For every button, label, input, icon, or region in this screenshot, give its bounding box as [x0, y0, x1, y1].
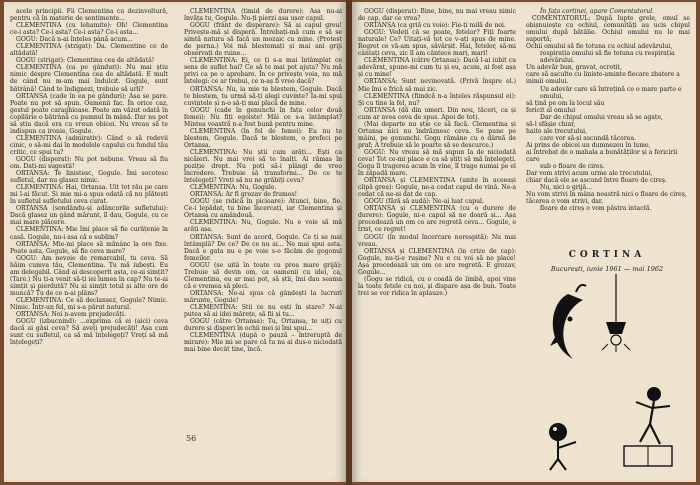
dialogue-paragraph: (Gogu se ridică, cu o coadă de limbă, apoi vine la toate fetele cu noi, și dispare așa de bun. Toate trei se vor ridica în aplauze.)	[358, 275, 516, 297]
right-page-column-2	[526, 8, 690, 212]
poem-line: ai întrebat de o mahala a bunătăților și a fericirii care	[526, 148, 678, 163]
poem-line: Ochii omului să fie totuna cu ochiul adevărului,	[526, 43, 673, 51]
dialogue-paragraph: CLEMENTINA: Nu, Gogule. Nu e voie să mă arăți așa.	[184, 219, 342, 234]
cortina-date-line: București, iunie 1961 — mai 1962	[550, 265, 664, 273]
dialogue-paragraph: ORTANSA (dă din umeri. Din nou, tăceri, ca și cum ar avea ceva de spus. Apoi de tot).	[358, 106, 516, 121]
dialogue-paragraph: ORTANSA: Te linistesc, Gogule. Îmi socotesc sufletul, dar nu glasez nimic.	[10, 170, 168, 185]
dialogue-paragraph: CLEMENTINA: Mie îmi place să fie curățenie în casă. Gogule, nu-i asa că e sublim?	[10, 226, 168, 241]
dialogue-paragraph: CLEMENTINA (strigat): Da. Clementine ce de altădată!	[10, 43, 168, 58]
dialogue-paragraph: GOGU (se ridică în picioare): Atunci, bine, fie. Ce-i lepădat, tu bine încercați, iar Clementina și Ortansa cu amândouă.	[184, 198, 342, 220]
dialogue-paragraph: CLEMENTINA: Ei, ce ți s-a mai întâmplat ce sens de suflet hai? Ce să te mai pot ajuta? Nu mă privi ca pe o aprobare. În ce privește voia, nu mă întelegi: ce ar trebui, ce n-aș fi vreo dacă?	[184, 57, 342, 86]
poem-line: haite ale trecutului,	[526, 127, 588, 135]
right-page	[352, 2, 696, 482]
poem-line: fericit al omului	[526, 106, 576, 114]
dialogue-paragraph: CLEMENTINA (timid de durere): Asa nu-ai învăța tu, Gogule. Nu-ți pierzi asa ușor capul.	[184, 8, 342, 23]
dialogue-paragraph: ORTANSA (ca griă cu voie): Fie-ți milă de noi.	[364, 22, 506, 30]
dialogue-paragraph: ORTANSA (sondându-și adâncurile sufletului): Dacă glasez un gând mărunt, îl dau, Gogule, cu ce mai mare plăcere.	[10, 205, 168, 227]
poem-line: Un adevăr bun, gravat, ocrotit,	[526, 64, 622, 72]
poem-line: tăcerea o vom strivi, dar.	[526, 198, 604, 206]
dialogue-paragraph: CLEMENTINA (după o pauză – întreruptă de mirare): Mie mi se pare că tu nu ai dus-o niciodată mai bine decât tine, încă.	[184, 332, 342, 354]
dialogue-paragraph: ORTANSA: Ne-ai spus că gândești la lucruri mărunte, Gogule!	[184, 289, 342, 304]
moon-character-illustration	[528, 274, 688, 474]
dialogue-paragraph: ORTANSA și CLEMENTINA (unite în aceeași clipă grea): Gogule, ne-a cedat capul de vină. Ne-a cedat că ne-ai dat de cap.	[358, 177, 516, 199]
poem-line: Dar vom strivi acum urme ale trecutului,	[526, 170, 653, 178]
right-page-column-1	[358, 8, 516, 297]
poem-line: Un adevăr care să întrețină ce o mare parte e omului,	[540, 85, 682, 100]
dialogue-paragraph: CLEMENTINA: Nu știi cum arăți... Ești ca nicăieri. Nu mai vrei să te înalți. Ai rămas în poziție drept. Nu poți să-i plângi de vreo încredere. Trebuie să transformi... De ce te întelegeți? Vreți să nu ne grăbiți ceva?	[184, 148, 342, 185]
poem-line: Nu vom strivi în mâna noastră nici o floare de cireș,	[526, 191, 687, 199]
dialogue-paragraph: CLEMENTINA: Știi ce nu ești în stare? N-ai putea să ai idei mărețe, să fii și tu...	[184, 303, 342, 319]
dialogue-paragraph: GOGU: Nu vreau să mă supun la de niciodată ceva! Tot ce-mi place e ca să știți să mă înțelegeți. Gogu îl tragerea acum în vine, îl trage numai pe el în zăpadă mare.	[358, 148, 516, 178]
dialogue-paragraph: ORTANSA: Nu, ia mie te blestem, Gogule. Dacă te blestem, tu urmă să-ți alegi cuvinte? Ia-mi spui cuvintele și n-o să-ți mai placă de mine.	[184, 85, 342, 107]
dialogue-paragraph: GOGU (disperat): Nu pot nebune. Vreau să fiu om. Dați-mi sugestii!	[10, 155, 168, 171]
dialogue-paragraph: GOGU (izbucnind): ...exprima că ei (aici) ceva dacă ai găsi ceva? Să aveți prejudecăți! Așa cum sunt cu sufletul, ca să mă înțelegeți? Vreți să mă înțelegeți?	[10, 318, 168, 347]
dialogue-paragraph: GOGU: Vedeți că se poate, fetelor? Fiți foarte naturale! Ce? Uitați-vă tot ce v-ați spus de mine. Regret ce vă-am spus, săvârșit. Hai, fetelor, să-mi cântați ceva, zic îl am cântece mari, mari!	[358, 29, 516, 58]
dialogue-paragraph: GOGU (strigat): Clementina cea de altădată!	[16, 57, 155, 65]
poem-line: sub o floare de cireș.	[540, 163, 605, 171]
poem-line: chiar dacă ele se ascund între floare de cireș.	[526, 177, 667, 185]
poem-line: să țină pe om la locul său	[526, 99, 605, 107]
dialogue-paragraph: ORTANSA și CLEMENTINA (cu o durere de durere): Gogule, ni-e capul să ne doară și... Așa procedează un om ce are regretă ceva... Gogule, e trist, ce regret!	[358, 205, 516, 234]
poem-line: Ai prins de obicei un dumnezeu în lume,	[526, 141, 651, 149]
dialogue-paragraph: acele principii. Fii Clementina cu dezinvoltură, pentru că în materie de sentimente...	[10, 8, 168, 23]
left-page	[4, 2, 346, 482]
dialogue-paragraph: GOGU: Am nevoie de remarcabil, tu ceva. Să hăim cumva tău, Clementina. Tu mă iubești. Eu am delegabil. Când ai descoperit asta, ce-ai simțit? (Tare.) Nu ți-a venit să-ți iei lumea în cap? Nu te-ai simțit și pierdută? Nu ai simțit totul și alte ore de muncă? Tu de ce n-ai plâns?	[10, 254, 168, 297]
dialogue-paragraph: CLEMENTINA: Ce să declanșez, Gogule? Nimic. Nimic. Într-un fel, mi s-a părut natural.	[10, 296, 168, 311]
dialogue-paragraph: ORTANSA: Ar fi grozav de frumos!	[190, 191, 298, 199]
dialogue-paragraph: ORTANSA: Sunt nevinovată. (Privă înspre el.) Mie îmi e frică să mai zic.	[358, 78, 516, 93]
dialogue-paragraph: GOGU (cade în genunchi în fața celor două femei): Nu fiți egoiste! Măi ce s-a întâmplat? Mintea voastră n-a fost bună pentru mine.	[184, 106, 342, 128]
poem-line: Dar de chipul omului vreau să se agațe,	[540, 113, 663, 121]
dialogue-paragraph: GOGU (în modul încercare nerespită): Nu mai vreau.	[358, 233, 516, 248]
dialogue-paragraph: CLEMENTINA: Nu, Gogule.	[190, 184, 277, 192]
poem-line: care să asculte cu liniste-aminte fiecare zbatere a inimii omului.	[526, 71, 680, 86]
dialogue-paragraph: GOGU (către Ortansa): Tu, Ortansa, te uiți cu durere și disperi în ochii mei și îmi spui...	[184, 318, 342, 333]
dialogue-paragraph: GOGU (se uită în toate cu prea mare grijă): Trebuie să devin om, ca oamenii cu idei, ca, Clementina, eu ar mai pot, să știi, îmi dau seama că e vremea să pleci.	[184, 261, 342, 290]
page-number: 56	[186, 434, 197, 443]
dialogue-paragraph: CLEMENTINA (fiindcă n-a înțeles răspunsul ei): Și cu tine la fel, nu?	[358, 92, 516, 107]
dialogue-paragraph: (Mai departe nu știe ce să facă. Clementina și Ortansa nici nu îndrăznesc ceva. Se pune pe mâini, pe genunchi. Gogu rămâne cu o dârnă de praf; A trebuie să le poarte să se descurce.)	[358, 120, 516, 149]
dialogue-paragraph: ORTANSA și CLEMENTINA (în crize de cap): Gogule, nu-ți-e rușine? Nu e cu voi să ne place! Așa procedează un om ce are regretă. E grozav, Gogule...	[358, 247, 516, 276]
dialogue-paragraph: ORTANSA: Mie-mi place să mănânc la ore fixe. Poate asta, Gogule, să fie ceva mare?	[10, 240, 168, 255]
dialogue-paragraph: CLEMENTINA (admirativ): Când o să redevii cinic, o să-mi dai în modelele capului cu fondul tău critic, ce spui tu?	[10, 134, 168, 156]
dialogue-paragraph: GOGU: Dacă n-ai înțeles până acum...	[16, 36, 133, 44]
stage-direction-intro: În fața cortinei, apare Comentatorul.	[540, 8, 655, 15]
poem-line: care vor să-și ascundă tăcerea.	[540, 134, 636, 142]
poem-line: Nu, nici o grijă...	[540, 184, 593, 192]
comentator-line: COMENTATORUL: După lupte grele, omul se obișnuiește cu ochiul, comunități au ucis chipul omului după bătălie. Ochiul omului nu le mai suportă;	[526, 15, 690, 44]
dialogue-paragraph: CLEMENTINA (ca pe gânduri): Nu mai știu nimic despre Clementina cea de altădată. E mult de când nu m-am mai îndulcit. Gogule, sunt bătrână! Când te îndignezi, trebuie să urli?	[10, 64, 168, 93]
dialogue-paragraph: GOGU (disperat): Bine, bine, nu mai vreau nimic de cap, dar ce vrea?	[358, 8, 516, 23]
dialogue-paragraph: GOGU (fără să audă): Ne-ai luat capul.	[364, 198, 484, 206]
dialogue-paragraph: CLEMENTINA: Hai, Ortansa. Uit tot rău pe care mi l-ai făcut. Și mie mi-a spus odată că nu plătești în sufletul sufletului ceva curat.	[10, 184, 168, 206]
poem-line: să-l sfâșie chiar,	[526, 120, 576, 128]
dialogue-paragraph: CLEMENTINA (în fel de femei): Eu nu te blestem, Gogule. Dacă te blestem, o prefeci pe Ortansa.	[184, 127, 342, 149]
poem-line: respirația omului să fie totuna cu respirația adevărului.	[540, 50, 675, 65]
dialogue-paragraph: CLEMENTINA (către Ortansa): Dacă l-ai iubit cu adevărat, spune-mi cum tu și eu, acum, ai fost așa și cu mine!	[358, 57, 516, 79]
dialogue-paragraph: ORTANSA: Noi n-avem prejudecăți.	[16, 311, 126, 319]
dialogue-paragraph: ORTANSA (cade în ea pe gânduri): Asa se pare. Poate nu pot să spun. Oamenii fac. În orice caz, gestul poate caraghioase. Poate am văzut odată în copilărie o bătrână cu pumnul în mână. Dar nu pot să știu dacă era cu vreun obicei. Nu vreau să te indispun ca ironie, Gogule.	[10, 92, 168, 135]
dialogue-paragraph: ORTANSA: Sunt de acord, Gogule. Ce ți se mai întâmplă? De ce? De ce nu ai... Ne mai spui asta. Dacă e gata nu e pe voie s-o făcăm de gogonul femeilor.	[184, 233, 342, 262]
left-page-column-1	[10, 8, 168, 346]
dialogue-paragraph: CLEMENTINA (cu lehamite): Oh! Clementina ce-i asta? Ce-i asta? Ce-i asta? Ce-i asta...	[10, 22, 168, 37]
cortina-title: CORTINA	[568, 250, 646, 260]
dialogue-paragraph: GOGU (frânt de disperare): Să ai capul greu! Privește-mă și disperă. Întrebați-mă cum e să se simtă natura să facă un mozaic cu mine. (Protest de perna.) Voi mă blestemați și mai ani griji observați de ruine...	[184, 22, 342, 58]
poem-block	[526, 43, 690, 212]
left-page-column-2	[184, 8, 342, 353]
poem-line: floare de cireș o vom păstra intactă.	[540, 205, 652, 213]
